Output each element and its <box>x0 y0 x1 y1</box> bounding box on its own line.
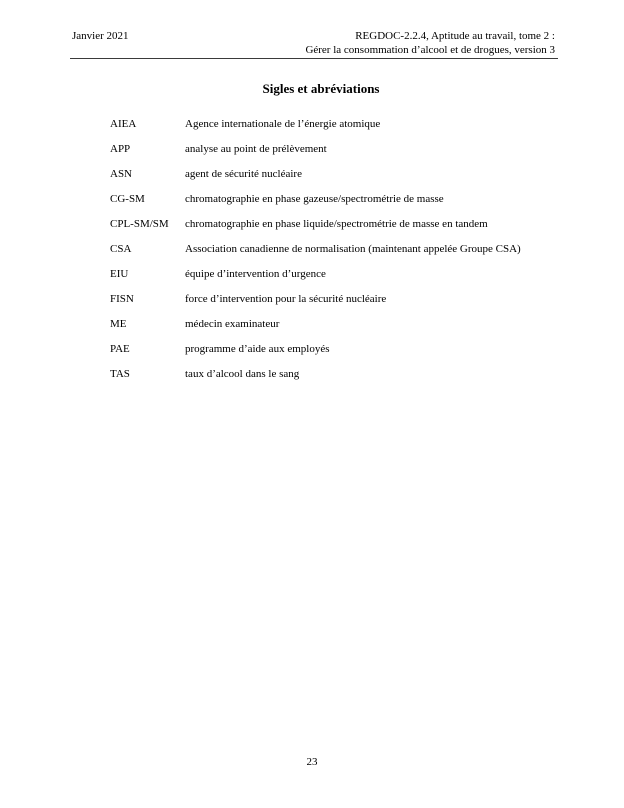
abbreviation-definition: équipe d’intervention d’urgence <box>185 268 326 280</box>
abbreviation-term: ASN <box>110 168 133 180</box>
abbreviation-definition: analyse au point de prélèvement <box>185 143 327 155</box>
header-date: Janvier 2021 <box>72 30 129 42</box>
header-document-reference <box>305 30 555 57</box>
abbreviation-term: CPL-SM/SM <box>110 218 169 230</box>
abbreviation-term: AIEA <box>110 118 137 130</box>
abbreviation-definition: agent de sécurité nucléaire <box>185 168 302 180</box>
abbreviation-definition: médecin examinateur <box>185 318 280 330</box>
page-number: 23 <box>306 756 318 768</box>
abbreviation-row <box>110 267 560 292</box>
abbreviation-row <box>110 317 560 342</box>
header-doc-ref-line2: Gérer la consommation d’alcool et de drogues, version 3 <box>305 43 555 56</box>
header-doc-ref-line1: REGDOC-2.2.4, Aptitude au travail, tome 2 : <box>355 30 555 42</box>
abbreviation-definition: programme d’aide aux employés <box>185 343 330 355</box>
abbreviation-row <box>110 167 560 192</box>
abbreviation-term: APP <box>110 143 131 155</box>
abbreviation-term: TAS <box>110 368 130 380</box>
abbreviation-row <box>110 242 560 267</box>
abbreviation-definition: Association canadienne de normalisation (maintenant appelée Groupe CSA) <box>185 243 521 255</box>
abbreviation-row <box>110 142 560 167</box>
section-title: Sigles et abréviations <box>262 81 380 96</box>
header-rule <box>70 58 558 59</box>
abbreviation-term: EIU <box>110 268 129 280</box>
abbreviation-term: PAE <box>110 343 130 355</box>
abbreviation-row <box>110 217 560 242</box>
abbreviation-term: FISN <box>110 293 134 305</box>
abbreviation-definition: chromatographie en phase liquide/spectrométrie de masse en tandem <box>185 218 488 230</box>
abbreviation-term: ME <box>110 318 127 330</box>
abbreviations-list <box>110 117 560 392</box>
abbreviation-row <box>110 342 560 367</box>
abbreviation-row <box>110 117 560 142</box>
abbreviation-row <box>110 292 560 317</box>
abbreviation-term: CG-SM <box>110 193 145 205</box>
abbreviation-definition: taux d’alcool dans le sang <box>185 368 300 380</box>
abbreviation-row <box>110 192 560 217</box>
abbreviation-definition: Agence internationale de l’énergie atomique <box>185 118 381 130</box>
abbreviation-row <box>110 367 560 392</box>
abbreviation-term: CSA <box>110 243 132 255</box>
abbreviation-definition: force d’intervention pour la sécurité nucléaire <box>185 293 387 305</box>
abbreviation-definition: chromatographie en phase gazeuse/spectrométrie de masse <box>185 193 444 205</box>
